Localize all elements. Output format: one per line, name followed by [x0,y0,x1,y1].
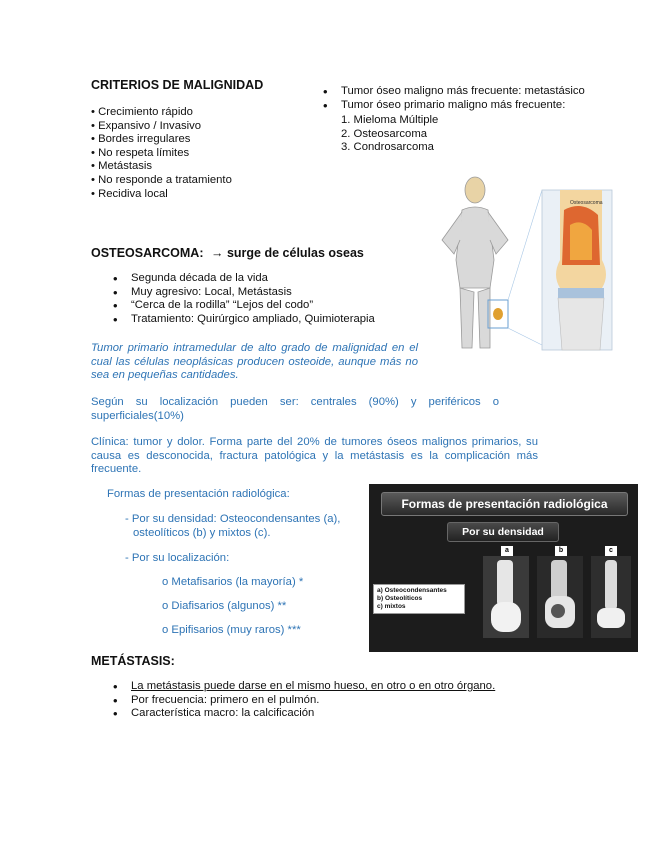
osteosarcoma-item: • Tratamiento: Quirúrgico ampliado, Quimioterapia [113,313,375,327]
criterio-item: • Recidiva local [91,187,168,200]
frecuente-numbered-item: 3. Condrosarcoma [341,141,434,154]
criterio-item: • No respeta límites [91,146,190,159]
formas-item: o Epifisarios (muy raros) *** [162,624,301,636]
slide-label-b: b [555,546,567,556]
frecuente-item: • Tumor óseo maligno más frecuente: metastásico [323,85,585,99]
metastasis-item: • Característica macro: la calcificación [113,707,495,721]
osteosarcoma-item: • Segunda década de la vida [113,272,375,286]
metastasis-item: • Por frecuencia: primero en el pulmón. [113,694,495,708]
criterio-item: • Crecimiento rápido [91,106,193,118]
metastasis-title: METÁSTASIS: [91,654,175,668]
slide-legend-item: c) mixtos [377,603,406,610]
slide-legend-item: b) Osteolíticos [377,595,423,602]
osteosarcoma-localization: Según su localización pueden ser: centrales (90%) y periféricos o superficiales(10%) [91,396,499,422]
osteosarcoma-list [113,272,375,326]
formas-title: Formas de presentación radiológica: [107,488,290,500]
slide-label-c: c [605,546,617,556]
criterios-title: CRITERIOS DE MALIGNIDAD [91,78,264,92]
frecuente-numbered-list [341,114,438,155]
osteosarcoma-clinica: Clínica: tumor y dolor. Forma parte del 20% de tumores óseos malignos primarios, su causa es desconocida, fractura patológica y la metástasis es la complicación más frecuente. [91,436,538,476]
metastasis-item: • La metástasis puede darse en el mismo hueso, en otro o en otro órgano. [113,680,495,694]
arrow-icon: → [210,246,224,260]
criterios-list [91,106,232,201]
osteosarcoma-illustration [432,170,617,370]
formas-densidad-2: osteolíticos (b) y mixtos (c). [133,527,271,539]
formas-items [162,576,303,648]
frecuente-numbered-item: 2. Osteosarcoma [341,127,428,140]
slide-subtitle: Por su densidad [447,522,559,542]
criterio-item: • Metástasis [91,160,153,173]
criterio-item: • Expansivo / Invasivo [91,119,202,132]
metastasis-list [113,680,495,721]
formas-item: o Metafisarios (la mayoría) * [162,576,304,588]
criterio-item: • No responde a tratamiento [91,173,232,186]
frecuente-numbered-item: 1. Mieloma Múltiple [341,114,439,126]
slide-legend [373,584,465,614]
osteosarcoma-item: • Muy agresivo: Local, Metástasis [113,286,375,300]
slide-legend-item: a) Osteocondensantes [377,587,447,594]
slide-title: Formas de presentación radiológica [381,492,628,516]
frecuente-item: • Tumor óseo primario maligno más frecuente: [323,99,585,113]
illustration-label: Osteosarcoma [570,200,603,206]
osteosarcoma-item: • “Cerca de la rodilla” “Lejos del codo” [113,299,375,313]
osteosarcoma-heading [91,246,364,260]
formas-localizacion: - Por su localización: [125,552,230,564]
xray-b [537,556,583,638]
osteosarcoma-title: OSTEOSARCOMA: [91,246,204,260]
formas-item: o Diafisarios (algunos) ** [162,600,287,612]
osteosarcoma-subtitle: surge de células oseas [226,246,364,260]
slide-label-a: a [501,546,513,556]
criterio-item: • Bordes irregulares [91,133,191,146]
radiology-slide [369,484,638,652]
formas-densidad-1: - Por su densidad: Osteocondensantes (a), [125,513,341,525]
osteosarcoma-definition: Tumor primario intramedular de alto grado de malignidad en el cual las células neoplásicas producen osteoide, aunque más no sea en pequeñas cantidades. [91,342,418,382]
xray-c [591,556,631,638]
frecuente-list [323,85,585,112]
xray-a [483,556,529,638]
